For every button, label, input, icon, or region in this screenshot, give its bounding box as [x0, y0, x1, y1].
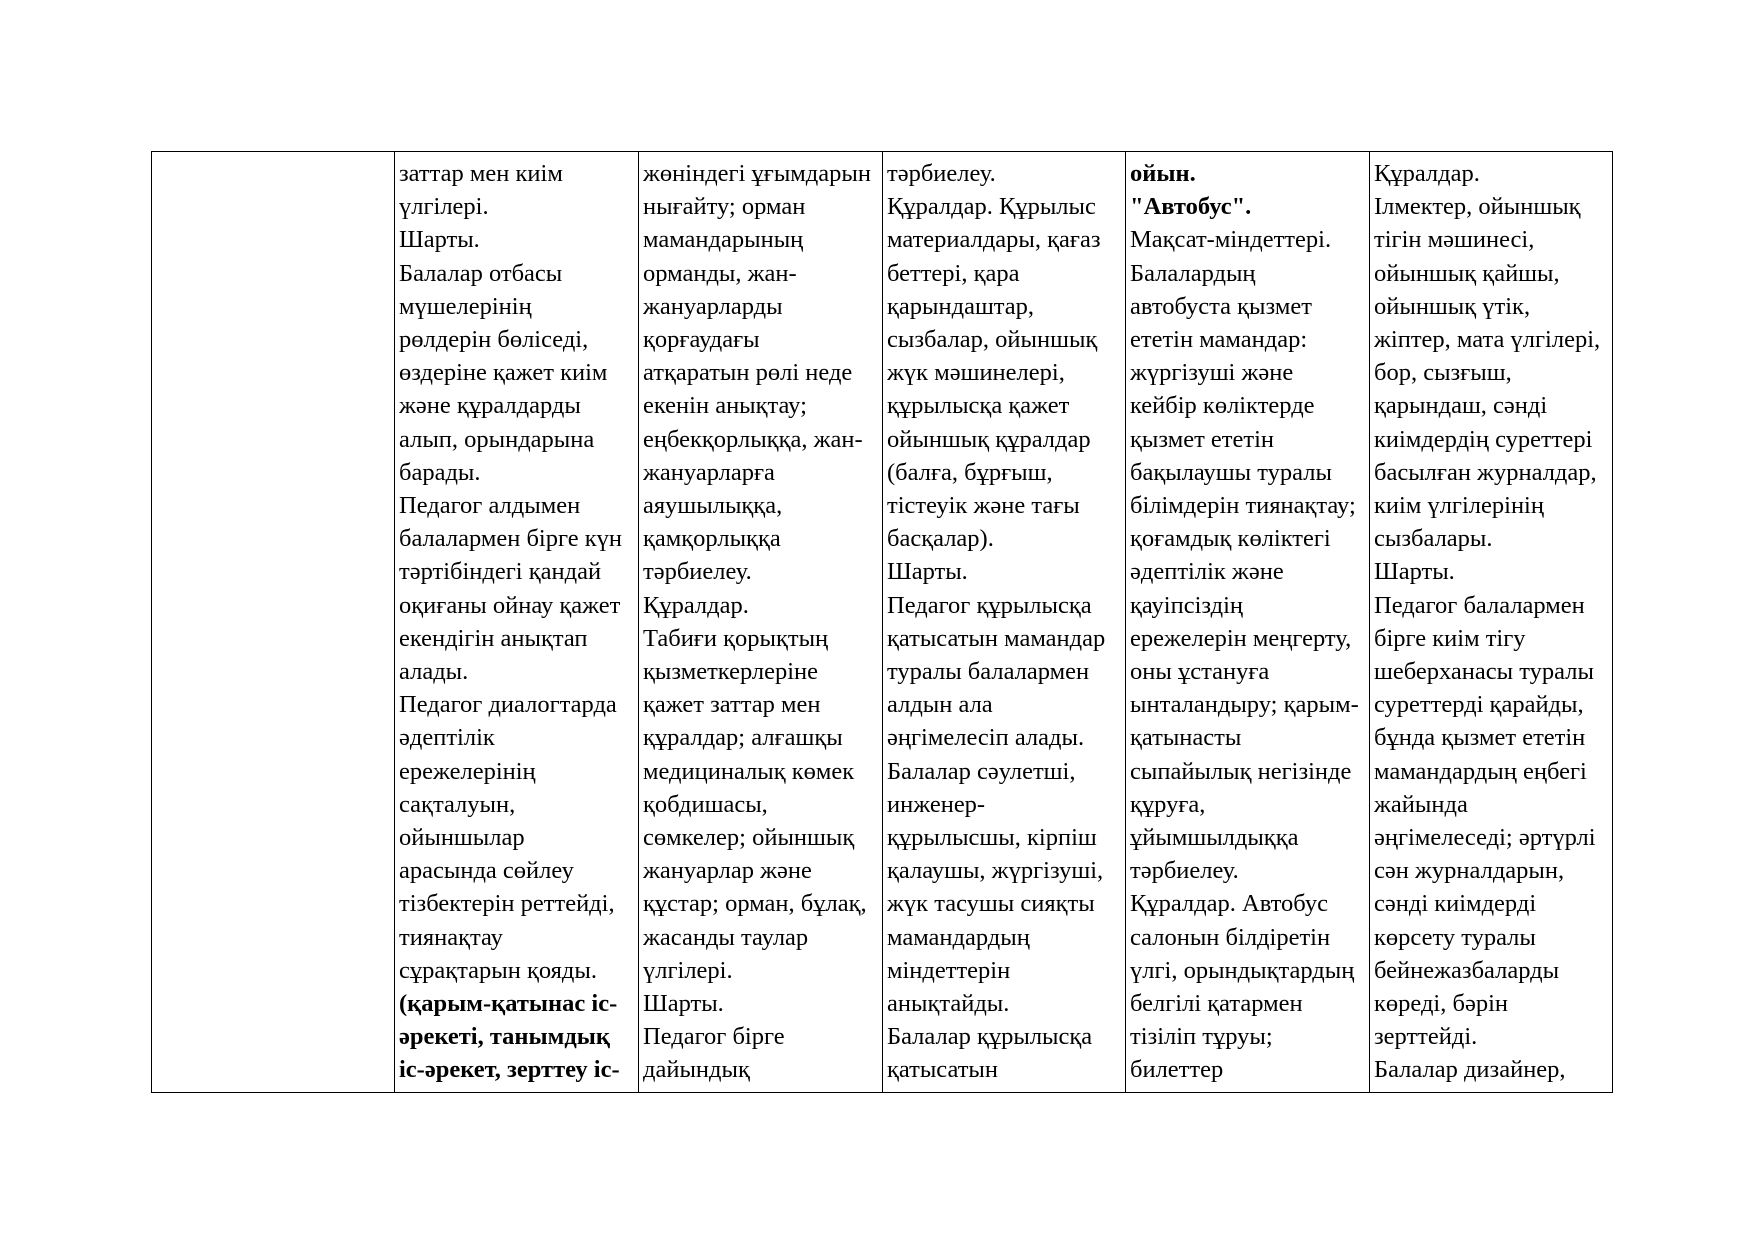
cell-text-line: қарындаш, сәнді	[1374, 392, 1548, 420]
cell-text-line: аяушылыққа,	[643, 492, 783, 520]
cell-text-line: қоғамдық көліктегі	[1130, 525, 1331, 553]
cell-text-line: бақылаушы туралы	[1130, 458, 1332, 486]
table-cell-col-3	[639, 152, 883, 1093]
cell-text-line: Балалар құрылысқа	[887, 1023, 1093, 1051]
cell-text-line: Балалар отбасы	[399, 259, 563, 287]
cell-text-line: екендігін анықтап	[399, 624, 588, 652]
cell-text-line: кейбір көліктерде	[1130, 392, 1315, 420]
cell-text-line: арасында сөйлеу	[399, 857, 574, 885]
cell-text-line: Табиғи қорықтың	[643, 624, 829, 652]
cell-text-line: Мақсат-міндеттері.	[1130, 226, 1332, 254]
cell-text-line: нығайту; орман	[643, 193, 806, 221]
cell-text-line: сұрақтарын қояды.	[399, 956, 597, 984]
cell-text-line: Шарты.	[1374, 558, 1455, 586]
cell-text-line: қобдишасы,	[643, 790, 768, 818]
cell-text-line: бейнежазбаларды	[1374, 956, 1560, 984]
cell-text-line: алады.	[399, 658, 469, 686]
cell-text-line: қатысатын мамандар	[887, 624, 1106, 652]
cell-text-line: сәнді киімдерді	[1374, 890, 1537, 918]
cell-text-line: жануарларды	[643, 292, 783, 320]
cell-text-line: үлгілері.	[643, 956, 733, 984]
cell-text-line: сөмкелер; ойыншық	[643, 824, 855, 852]
cell-text-line: киімдердің суреттері	[1374, 425, 1593, 453]
cell-text-line: тізбектерін реттейді,	[399, 890, 615, 918]
cell-text-line: сызбалар, ойыншық	[887, 326, 1098, 354]
cell-text-line: ойыншық үтік,	[1374, 292, 1531, 320]
cell-text-line: балалармен бірге күн	[399, 525, 622, 553]
cell-text-line: автобуста қызмет	[1130, 292, 1312, 320]
cell-text-line: құрылысшы, кірпіш	[887, 824, 1097, 852]
cell-text-line: жүргізуші және	[1130, 359, 1294, 387]
cell-text-line: еңбекқорлыққа, жан-	[643, 425, 863, 453]
cell-text-line: қорғаудағы	[643, 326, 760, 354]
cell-text-line: қажет заттар мен	[643, 691, 821, 719]
cell-text-line: үлгі, орындықтардың	[1130, 956, 1355, 984]
cell-text-line: мамандарының	[643, 226, 804, 254]
cell-text-line: жүк тасушы сияқты	[887, 890, 1095, 918]
cell-text-line: мамандардың еңбегі	[1374, 757, 1587, 785]
cell-text-line: басқалар).	[887, 525, 994, 553]
cell-text-line: көреді, бәрін	[1374, 990, 1508, 1018]
cell-text-line: суреттерді қарайды,	[1374, 691, 1584, 719]
cell-text-line: бор, сызғыш,	[1374, 359, 1512, 387]
table-cell-col-1	[152, 152, 395, 1093]
cell-text-line: басылған журналдар,	[1374, 458, 1597, 486]
cell-text-line: әңгімелесіп алады.	[887, 724, 1085, 752]
cell-text-line: белгілі қатармен	[1130, 990, 1303, 1018]
document-table	[151, 151, 1613, 1093]
cell-text-line: Педагог бірге	[643, 1023, 785, 1051]
cell-text-line: оны ұстануға	[1130, 658, 1270, 686]
cell-text-line: үлгілері.	[399, 193, 489, 221]
cell-text-line: құстар; орман, бұлақ,	[643, 890, 867, 918]
cell-text-line: екенін анықтау;	[643, 392, 807, 420]
cell-text-line: қалаушы, жүргізуші,	[887, 857, 1104, 885]
cell-text-line: ережелерінің	[399, 757, 536, 785]
cell-text-line: инженер-	[887, 790, 986, 818]
cell-text-line: тәрбиелеу.	[1130, 857, 1239, 885]
cell-text-line: ойыншылар	[399, 824, 525, 852]
table-cell-col-4	[883, 152, 1126, 1093]
cell-text-line: ететін мамандар:	[1130, 326, 1308, 354]
cell-text-line: қызметкерлеріне	[643, 658, 819, 686]
table-row	[152, 152, 1613, 1093]
cell-text-line: Құралдар. Құрылыс	[887, 193, 1096, 221]
cell-text-line: жіптер, мата үлгілері,	[1374, 326, 1601, 354]
cell-text-line: Ілмектер, ойыншық	[1374, 193, 1581, 221]
cell-text-line: ойыншық қайшы,	[1374, 259, 1560, 287]
cell-text-line: құрылысқа қажет	[887, 392, 1070, 420]
cell-text-line: сыпайылық негізінде	[1130, 757, 1352, 785]
cell-text-line: сызбалары.	[1374, 525, 1493, 553]
cell-text-line: заттар мен киім	[399, 160, 563, 187]
cell-text-line: тәрбиелеу.	[643, 558, 752, 586]
cell-text-line: мамандардың	[887, 923, 1030, 951]
cell-text-line: алдын ала	[887, 691, 993, 719]
cell-text-line: жөніндегі ұғымдарын	[643, 160, 871, 187]
cell-text-line: дайындық	[643, 1056, 750, 1084]
cell-text-line: алып, орындарына	[399, 425, 595, 453]
cell-text-line: Балалардың	[1130, 259, 1256, 287]
cell-text-line: жасанды таулар	[643, 923, 809, 951]
cell-text-line: Балалар дизайнер,	[1374, 1056, 1566, 1084]
cell-text-line: әдептілік	[399, 724, 495, 752]
cell-text-line: ойыншық құралдар	[887, 425, 1091, 453]
cell-text-line: жүк мәшинелері,	[887, 359, 1065, 387]
cell-text-line: қамқорлыққа	[643, 525, 781, 553]
cell-text-line: білімдерін тиянақтау;	[1130, 492, 1356, 520]
cell-text-line: Балалар сәулетші,	[887, 757, 1076, 785]
cell-text-line: материалдары, қағаз	[887, 226, 1101, 254]
cell-text-line: құралдар; алғашқы	[643, 724, 843, 752]
cell-text-line: Құралдар.	[1374, 160, 1480, 187]
cell-text-line: атқаратын рөлі неде	[643, 359, 853, 387]
cell-text-line: зерттейді.	[1374, 1023, 1478, 1051]
cell-text-line: медициналық көмек	[643, 757, 855, 785]
cell-text-line: жайында	[1374, 790, 1468, 818]
cell-text-line: Шарты.	[643, 990, 724, 1018]
cell-text-line: әңгімелеседі; әртүрлі	[1374, 824, 1596, 852]
cell-text-line: шеберханасы туралы	[1374, 658, 1594, 686]
table-cell-col-6	[1370, 152, 1613, 1093]
cell-text-line: жануарларға	[643, 458, 775, 486]
cell-text-line: әрекеті, танымдық	[399, 1023, 611, 1051]
cell-text-line: ережелерін меңгерту,	[1130, 624, 1352, 652]
cell-text-line: Құралдар.	[643, 591, 749, 619]
cell-text-line: тәртібіндегі қандай	[399, 558, 602, 586]
cell-text-line: салонын білдіретін	[1130, 923, 1331, 951]
cell-text-line: іс-әрекет, зерттеу іс-	[399, 1056, 620, 1084]
cell-text-line: және құралдарды	[399, 392, 581, 420]
cell-text-line: ойын.	[1130, 160, 1196, 187]
cell-text-line: беттері, қара	[887, 259, 1020, 287]
table-cell-col-2	[395, 152, 639, 1093]
cell-text-line: мүшелерінің	[399, 292, 532, 320]
cell-text-line: тізіліп тұруы;	[1130, 1023, 1273, 1051]
cell-text-line: ынталандыру; қарым-	[1130, 691, 1359, 719]
cell-text-line: әдептілік және	[1130, 558, 1284, 586]
cell-text-line: тістеуік және тағы	[887, 492, 1080, 520]
cell-text-line: бұнда қызмет ететін	[1374, 724, 1586, 752]
cell-text-line: қатынасты	[1130, 724, 1242, 752]
cell-text-line: ұйымшылдыққа	[1130, 824, 1299, 852]
cell-text-line: Педагог диалогтарда	[399, 691, 617, 719]
cell-text-line: құруға,	[1130, 790, 1206, 818]
cell-text-line: жануарлар және	[643, 857, 812, 885]
cell-text-line: орманды, жан-	[643, 259, 797, 287]
cell-text-line: рөлдерін бөліседі,	[399, 326, 589, 354]
cell-text-line: бірге киім тігу	[1374, 624, 1526, 652]
cell-text-line: Педагог балалармен	[1374, 591, 1585, 619]
cell-text-line: тәрбиелеу.	[887, 160, 996, 187]
cell-text-line: Педагог құрылысқа	[887, 591, 1092, 619]
cell-text-line: (қарым-қатынас іс-	[399, 990, 618, 1018]
cell-text-line: барады.	[399, 458, 481, 486]
cell-text-line: өздеріне қажет киім	[399, 359, 608, 387]
cell-text-line: сақталуын,	[399, 790, 516, 818]
cell-text-line: қызмет ететін	[1130, 425, 1274, 453]
cell-text-line: қауіпсіздің	[1130, 591, 1244, 619]
cell-text-line: "Автобус".	[1130, 193, 1252, 221]
cell-text-line: көрсету туралы	[1374, 923, 1536, 951]
cell-text-line: тиянақтау	[399, 923, 503, 951]
cell-text-line: Шарты.	[399, 226, 480, 254]
cell-text-line: оқиғаны ойнау қажет	[399, 591, 621, 619]
cell-text-line: (балға, бұрғыш,	[887, 458, 1053, 486]
cell-text-line: Құралдар. Автобус	[1130, 890, 1328, 918]
cell-text-line: қатысатын	[887, 1056, 999, 1084]
cell-text-line: анықтайды.	[887, 990, 1010, 1018]
cell-text-line: Шарты.	[887, 558, 968, 586]
cell-text-line: туралы балалармен	[887, 658, 1090, 686]
cell-text-line: киім үлгілерінің	[1374, 492, 1544, 520]
cell-text-line: билеттер	[1130, 1056, 1224, 1084]
cell-text-line: қарындаштар,	[887, 292, 1035, 320]
cell-text-line: міндеттерін	[887, 956, 1011, 984]
cell-text-line: Педагог алдымен	[399, 492, 581, 520]
table-cell-col-5	[1126, 152, 1370, 1093]
cell-text-line: тігін мәшинесі,	[1374, 226, 1535, 254]
cell-text-line: сән журналдарын,	[1374, 857, 1565, 885]
